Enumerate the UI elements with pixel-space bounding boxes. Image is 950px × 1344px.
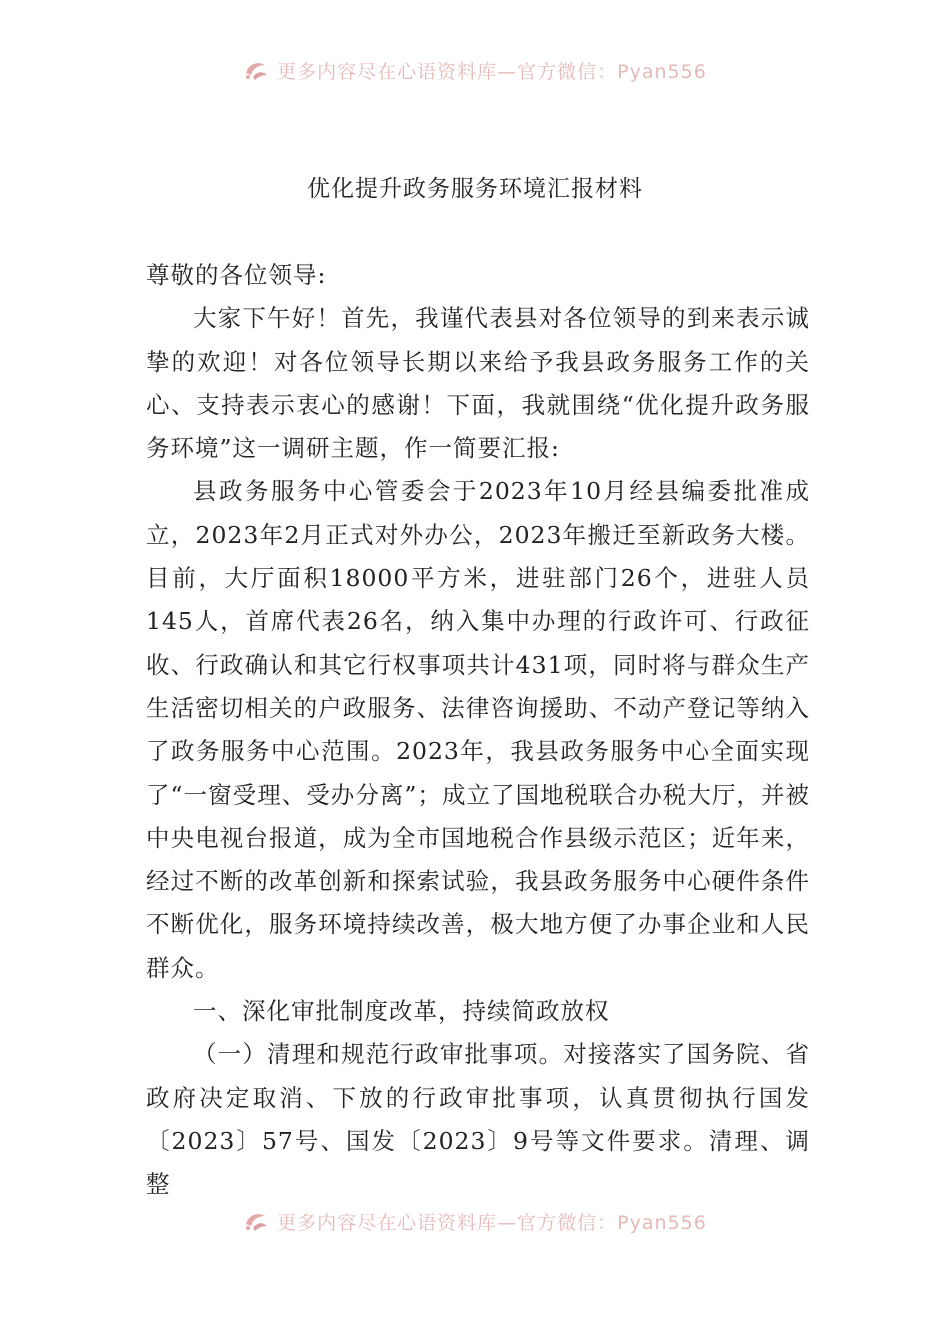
section-heading-1: 一、深化审批制度改革，持续简政放权 — [193, 997, 610, 1026]
watermark-header — [0, 55, 950, 85]
watermark-text: 更多内容尽在心语资料库—官方微信：Pyan556 — [277, 1211, 707, 1234]
leaf-swirl-icon — [243, 59, 269, 81]
paragraph-subsection-1: （一）清理和规范行政审批事项。对接落实了国务院、省政府决定取消、下放的行政审批事项，认真贯彻执行国发〔2023〕57号、国发〔2023〕9号等文件要求。清理、调整 — [146, 1040, 810, 1199]
paragraph-overview: 县政务服务中心管委会于2023年10月经县编委批准成立，2023年2月正式对外办公，2023年搬迁至新政务大楼。目前，大厅面积18000平方米，进驻部门26个，进驻人员145人，首席代表26名，纳入集中办理的行政许可、行政征收、行政确认和其它行权事项共计431项，同时将与群众生产生活密切相关的户政服务、法律咨询援助、不动产登记等纳入了政务服务中心范围。2023年，我县政务服务中心全面实现了“一窗受理、受办分离”；成立了国地税联合办税大厅，并被中央电视台报道，成为全市国地税合作县级示范区；近年来，经过不断的改革创新和探索试验，我县政务服务中心硬件条件不断优化，服务环境持续改善，极大地方便了办事企业和人民群众。 — [146, 477, 810, 982]
watermark-footer — [0, 1206, 950, 1236]
document-title: 优化提升政务服务环境汇报材料 — [307, 176, 643, 202]
document-body — [146, 254, 810, 1207]
watermark-text: 更多内容尽在心语资料库—官方微信：Pyan556 — [277, 60, 707, 83]
salutation: 尊敬的各位领导: — [146, 261, 327, 289]
leaf-swirl-icon — [243, 1210, 269, 1232]
paragraph-greeting: 大家下午好！首先，我谨代表县对各位领导的到来表示诚挚的欢迎！对各位领导长期以来给予我县政务服务工作的关心、支持表示衷心的感谢！下面，我就围绕“优化提升政务服务环境”这一调研主题，作一简要汇报: — [146, 304, 810, 463]
